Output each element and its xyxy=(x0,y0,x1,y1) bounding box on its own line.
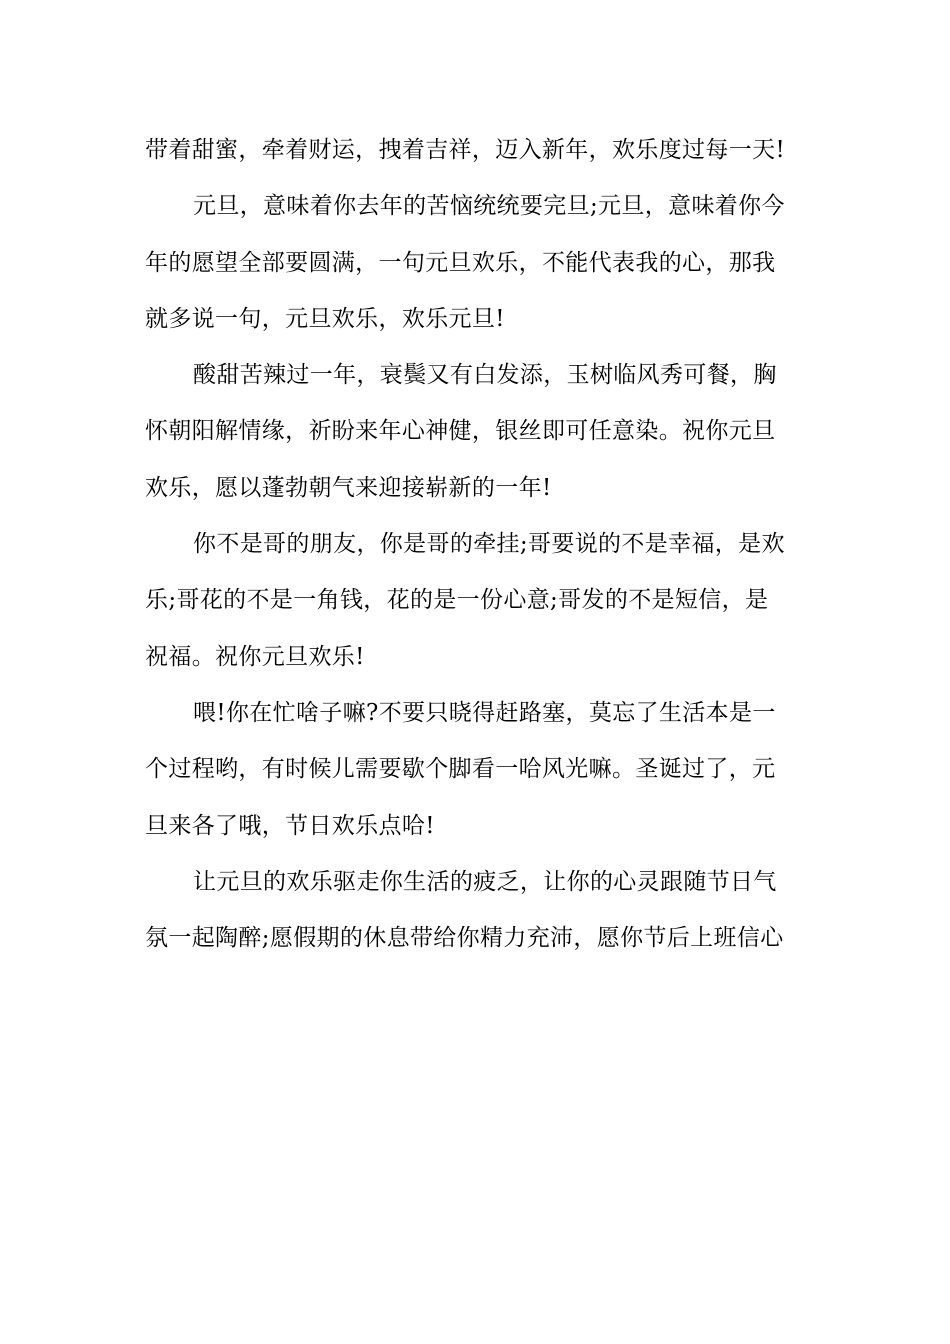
text-line: 酸甜苦辣过一年，衰鬓又有白发添，玉树临风秀可餐，胸 xyxy=(193,362,777,389)
text-line: 你不是哥的朋友，你是哥的牵挂;哥要说的不是幸福，是欢 xyxy=(193,531,785,558)
text-line: 让元旦的欢乐驱走你生活的疲乏，让你的心灵跟随节日气 xyxy=(193,868,777,895)
text-line: 元旦，意味着你去年的苦恼统统要完旦;元旦，意味着你今 xyxy=(193,193,785,220)
text-line: 氛一起陶醉;愿假期的休息带给你精力充沛，愿你节后上班信心 xyxy=(145,925,784,952)
text-line: 旦来各了哦，节日欢乐点哈! xyxy=(145,812,435,839)
text-line: 就多说一句，元旦欢乐，欢乐元旦! xyxy=(145,305,505,332)
text-line: 喂!你在忙啥子嘛?不要只晓得赶路塞，莫忘了生活本是一 xyxy=(193,699,776,726)
paragraph-2 xyxy=(145,178,810,347)
paragraph-4 xyxy=(145,516,810,685)
text-line: 年的愿望全部要圆满，一句元旦欢乐，不能代表我的心，那我 xyxy=(145,249,776,276)
paragraph-6 xyxy=(145,854,810,967)
text-line: 怀朝阳解情缘，祈盼来年心神健，银丝即可任意染。祝你元旦 xyxy=(145,418,776,445)
text-line: 祝福。祝你元旦欢乐! xyxy=(145,643,365,670)
text-line: 乐;哥花的不是一角钱，花的是一份心意;哥发的不是短信，是 xyxy=(145,587,769,614)
paragraph-1 xyxy=(145,122,810,178)
text-line: 个过程哟，有时候儿需要歇个脚看一哈风光嘛。圣诞过了，元 xyxy=(145,756,776,783)
text-line: 带着甜蜜，牵着财运，拽着吉祥，迈入新年，欢乐度过每一天! xyxy=(145,137,786,163)
paragraph-3 xyxy=(145,347,810,516)
text-line: 欢乐，愿以蓬勃朝气来迎接崭新的一年! xyxy=(145,474,552,501)
document-body xyxy=(145,122,810,966)
paragraph-5 xyxy=(145,685,810,854)
